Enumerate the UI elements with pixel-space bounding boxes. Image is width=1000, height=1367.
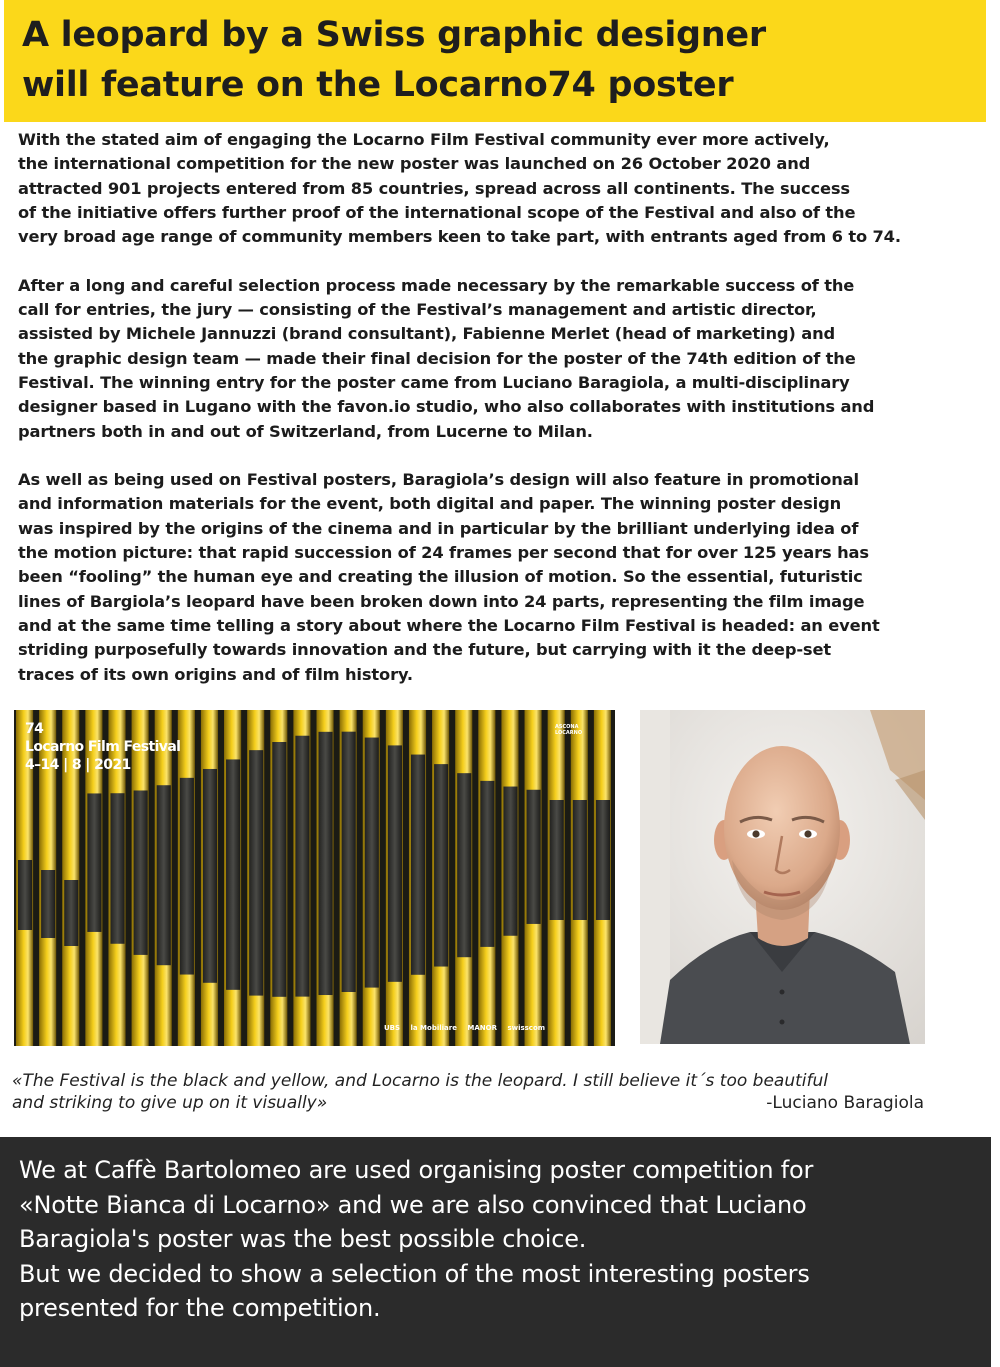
poster-dark-segment [272, 742, 286, 997]
text-line: designer based in Lugano with the favon.io studio, who also collaborates with institutions and [18, 397, 875, 417]
text-line: was inspired by the origins of the cinema and in particular by the brilliant underlying idea of [18, 518, 859, 538]
text-line: lines of Bargiola’s leopard have been broken down into 24 parts, representing the film image [18, 591, 865, 611]
title-line-1: A leopard by a Swiss graphic designer [22, 15, 766, 55]
article-paragraph-3 [18, 468, 1000, 687]
poster-dark-segment [87, 793, 101, 931]
sponsor-ubs: UBS [384, 1024, 401, 1032]
text-line: the international competition for the new poster was launched on 26 October 2020 and [18, 154, 811, 174]
designer-portrait-photo [640, 710, 925, 1044]
text-line: assisted by Michele Jannuzzi (brand consultant), Fabienne Merlet (head of marketing) and [18, 324, 836, 344]
text-line: attracted 901 projects entered from 85 countries, spread across all continents. The success [18, 178, 850, 198]
quote-line: and striking to give up on it visually» [12, 1093, 328, 1113]
text-line: been “fooling” the human eye and creating the illusion of motion. So the essential, futuristic [18, 567, 863, 587]
sponsor-manor: MANOR [467, 1024, 497, 1032]
sponsor-swisscom: swisscom [507, 1024, 546, 1032]
title-line-2: will feature on the Locarno74 poster [22, 65, 734, 105]
quote-author: -Luciano Baragiola [766, 1093, 924, 1113]
ascona-locarno-logo: ASCONA LOCARNO [555, 724, 583, 736]
text-line: the graphic design team — made their final decision for the poster of the 74th edition of the [18, 348, 856, 368]
portrait-illustration [640, 710, 925, 1044]
poster-dark-segment [573, 800, 587, 920]
footer-text [19, 1153, 991, 1326]
poster-dark-segment [134, 790, 148, 954]
text-line: After a long and careful selection process made necessary by the remarkable success of the [18, 275, 855, 295]
footer-line: «Notte Bianca di Locarno» and we are also convinced that Luciano [19, 1190, 807, 1219]
poster-dark-segment [596, 800, 610, 920]
text-line: striding purposefully towards innovation and the future, but carrying with it the deep-set [18, 640, 831, 660]
footer-line: But we decided to show a selection of the most interesting posters [19, 1259, 810, 1288]
poster-dark-segment [18, 860, 32, 930]
poster-dark-segment [180, 778, 194, 975]
text-line: call for entries, the jury — consisting of the Festival’s management and artistic director, [18, 300, 817, 320]
text-line: and information materials for the event, both digital and paper. The winning poster design [18, 494, 842, 514]
headline-banner [4, 0, 986, 122]
poster-dark-segment [503, 787, 517, 936]
text-line: the motion picture: that rapid succession of 24 frames per second that for over 125 years has [18, 543, 869, 563]
poster-dark-segment [342, 732, 356, 992]
text-line: With the stated aim of engaging the Locarno Film Festival community ever more actively, [18, 130, 830, 149]
text-line: As well as being used on Festival posters, Baragiola’s design will also feature in promotional [18, 470, 859, 490]
quote-line: «The Festival is the black and yellow, and Locarno is the leopard. I still believe it´s too beautiful [12, 1071, 828, 1091]
poster-dark-segment [110, 793, 124, 944]
footer-line: We at Caffè Bartolomeo are used organising poster competition for [19, 1156, 814, 1184]
article-paragraph-1 [18, 128, 1000, 249]
text-line: traces of its own origins and of film history. [18, 664, 413, 684]
poster-dark-segment [157, 785, 171, 965]
poster-dark-segment [365, 738, 379, 988]
text-line: partners both in and out of Switzerland, from Lucerne to Milan. [18, 421, 593, 441]
footer-line: presented for the competition. [19, 1294, 381, 1322]
text-line: and at the same time telling a story about where the Locarno Film Festival is headed: an event [18, 615, 880, 635]
page-title [22, 10, 986, 110]
poster-dark-segment [64, 880, 78, 946]
article-body [18, 128, 1000, 711]
poster-dark-segment [527, 790, 541, 924]
poster-dark-segment [388, 745, 402, 981]
footer-note [0, 1137, 991, 1367]
text-line: of the initiative offers further proof of the international scope of the Festival and also of the [18, 202, 856, 222]
poster-dark-segment [480, 781, 494, 947]
poster-dark-segment [411, 755, 425, 975]
poster-dark-segment [41, 870, 55, 938]
sponsor-logos [384, 1024, 553, 1032]
poster-dark-segment [203, 769, 217, 983]
poster-edition: 74 [25, 721, 44, 737]
footer-line: Baragiola's poster was the best possible choice. [19, 1225, 587, 1253]
sponsor-mobiliare: la Mobiliare [410, 1024, 457, 1032]
poster-dark-segment [434, 764, 448, 966]
poster-dates: 4–14 | 8 | 2021 [25, 757, 131, 773]
text-line: very broad age range of community members keen to take part, with entrants aged from 6 to 74. [18, 227, 901, 247]
poster-dark-segment [226, 759, 240, 989]
festival-poster-image [14, 710, 615, 1046]
article-paragraph-2 [18, 274, 1000, 444]
poster-dark-segment [295, 736, 309, 997]
poster-title [25, 720, 180, 774]
text-line: Festival. The winning entry for the poster came from Luciano Baragiola, a multi-disciplinary [18, 372, 850, 392]
poster-dark-segment [319, 732, 333, 995]
poster-dark-segment [550, 800, 564, 920]
poster-dark-segment [249, 750, 263, 995]
poster-festival-name: Locarno Film Festival [25, 739, 181, 755]
poster-dark-segment [457, 773, 471, 957]
